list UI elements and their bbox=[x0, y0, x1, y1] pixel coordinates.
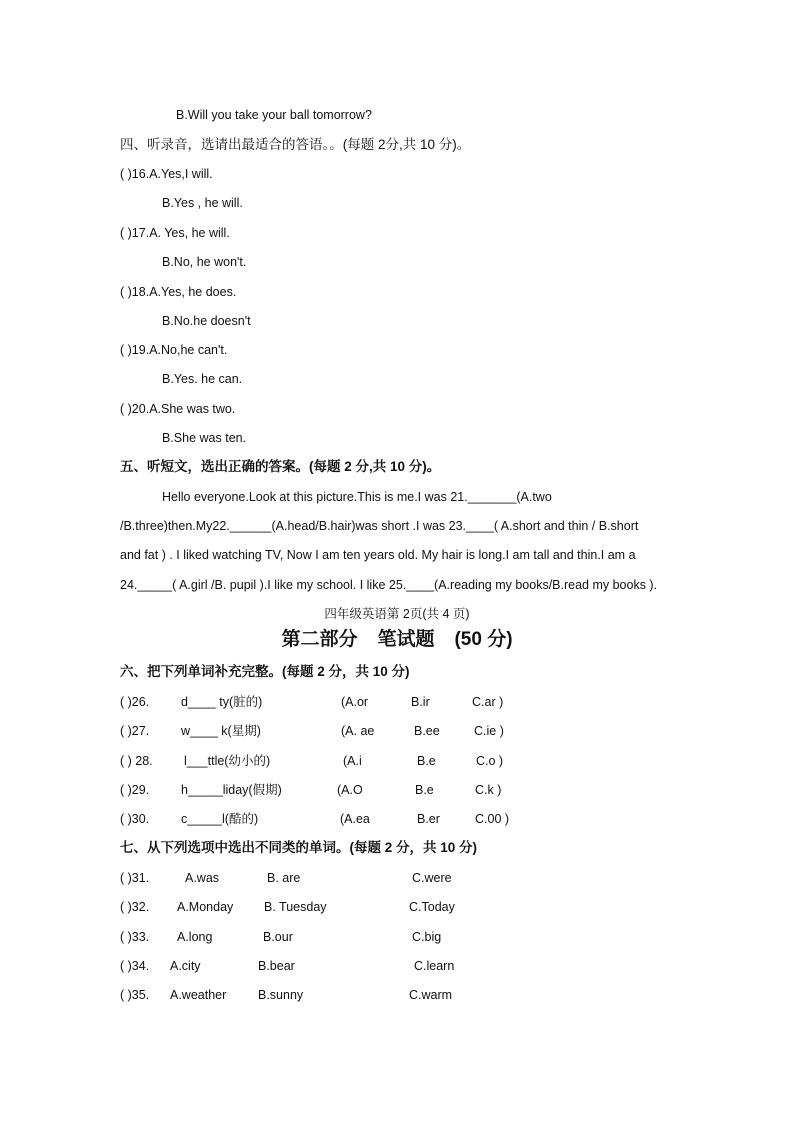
option-a: (A.O bbox=[337, 783, 363, 797]
question-number: ( )20. bbox=[120, 402, 150, 416]
word-blank: w____ k(星期) bbox=[181, 724, 261, 738]
passage-line-3: and fat ) . I liked watching TV, Now I am ten years old. My hair is long.I am tall and thin.I am a bbox=[120, 548, 636, 562]
option-a: A.No,he can't. bbox=[149, 343, 228, 357]
question-number: ( )32. bbox=[120, 900, 150, 914]
part-title bbox=[0, 628, 794, 652]
question-number: ( )33. bbox=[120, 930, 150, 944]
q15-option-b: B.Will you take your ball tomorrow? bbox=[176, 108, 372, 122]
option-b: B.ee bbox=[414, 724, 440, 738]
list-item-q18-a bbox=[120, 284, 236, 300]
question-number: ( )27. bbox=[120, 724, 150, 738]
option-c: C.warm bbox=[409, 988, 453, 1002]
question-number: ( )18. bbox=[120, 285, 150, 299]
option-c: C.learn bbox=[414, 959, 455, 973]
question-number: ( )34. bbox=[120, 959, 150, 973]
passage-line-4: 24._____( A.girl /B. pupil ).I like my school. I like 25.____(A.reading my books/B.read my books ). bbox=[120, 578, 658, 592]
part-title-name: 笔试题 bbox=[377, 629, 435, 650]
option-a: (A.ea bbox=[340, 812, 370, 826]
list-item-q17-b: B.No, he won't. bbox=[162, 255, 247, 269]
list-item-q17-a bbox=[120, 225, 230, 241]
question-number: ( )29. bbox=[120, 783, 150, 797]
question-number: ( )30. bbox=[120, 812, 150, 826]
list-item-q20-b: B.She was ten. bbox=[162, 431, 247, 445]
option-c: C.00 ) bbox=[475, 812, 510, 826]
option-b: B. Tuesday bbox=[264, 900, 327, 914]
option-a: A.Yes, he does. bbox=[149, 285, 237, 299]
passage-line-2: /B.three)then.My22.______(A.head/B.hair)was short .I was 23.____( A.short and thin / B.short bbox=[120, 519, 639, 533]
option-b: B.ir bbox=[411, 695, 430, 709]
option-c: C.ie ) bbox=[474, 724, 504, 738]
list-item-q19-b: B.Yes. he can. bbox=[162, 372, 243, 386]
option-c: C.Today bbox=[409, 900, 455, 914]
option-a: (A.i bbox=[343, 754, 362, 768]
option-b: B.e bbox=[417, 754, 436, 768]
section6-heading: 六、把下列单词补充完整。(每题 2 分，共 10 分) bbox=[120, 664, 410, 679]
word-blank: c_____l(酷的) bbox=[181, 812, 259, 826]
word-blank: h_____liday(假期) bbox=[181, 783, 282, 797]
option-a: A.long bbox=[177, 930, 213, 944]
option-a: A.Yes,I will. bbox=[149, 167, 213, 181]
part-title-label: 第二部分 bbox=[281, 629, 358, 650]
option-b: B.bear bbox=[258, 959, 295, 973]
question-number: ( ) 28. bbox=[120, 754, 153, 768]
option-a: (A. ae bbox=[341, 724, 375, 738]
option-c: C.were bbox=[412, 871, 452, 885]
list-item-q20-a bbox=[120, 401, 235, 417]
option-b: B.sunny bbox=[258, 988, 304, 1002]
question-number: ( )19. bbox=[120, 343, 150, 357]
question-number: ( )26. bbox=[120, 695, 150, 709]
option-b: B.er bbox=[417, 812, 440, 826]
list-item-q16-a bbox=[120, 166, 213, 182]
option-a: A.was bbox=[185, 871, 220, 885]
option-a: (A.or bbox=[341, 695, 369, 709]
list-item-q19-a bbox=[120, 342, 227, 358]
option-a: A. Yes, he will. bbox=[149, 226, 230, 240]
list-item-q16-b: B.Yes , he will. bbox=[162, 196, 243, 210]
option-c: C.ar ) bbox=[472, 695, 504, 709]
option-b: B.e bbox=[415, 783, 434, 797]
question-number: ( )31. bbox=[120, 871, 150, 885]
page-footer: 四年级英语第 2页(共 4 页) bbox=[324, 607, 470, 621]
option-a: A.She was two. bbox=[149, 402, 236, 416]
question-number: ( )16. bbox=[120, 167, 150, 181]
question-number: ( )17. bbox=[120, 226, 150, 240]
option-a: A.weather bbox=[170, 988, 227, 1002]
list-item-q18-b: B.No.he doesn't bbox=[162, 314, 251, 328]
option-b: B.our bbox=[263, 930, 293, 944]
option-c: C.o ) bbox=[476, 754, 504, 768]
option-c: C.k ) bbox=[475, 783, 502, 797]
question-number: ( )35. bbox=[120, 988, 150, 1002]
part-title-score: (50 分) bbox=[454, 629, 513, 650]
section7-heading: 七、从下列选项中选出不同类的单词。(每题 2 分，共 10 分) bbox=[120, 840, 478, 855]
passage-line-1: Hello everyone.Look at this picture.This is me.I was 21._______(A.two bbox=[162, 490, 552, 504]
option-a: A.city bbox=[170, 959, 201, 973]
option-a: A.Monday bbox=[177, 900, 234, 914]
option-b: B. are bbox=[267, 871, 301, 885]
section5-heading: 五、听短文，选出正确的答案。(每题 2 分,共 10 分)。 bbox=[120, 459, 441, 474]
option-c: C.big bbox=[412, 930, 442, 944]
section4-heading: 四、听录音，选请出最适合的答语。。(每题 2分,共 10 分)。 bbox=[120, 137, 471, 152]
word-blank: d____ ty(脏的) bbox=[181, 695, 263, 709]
word-blank: l___ttle(幼小的) bbox=[184, 754, 271, 768]
